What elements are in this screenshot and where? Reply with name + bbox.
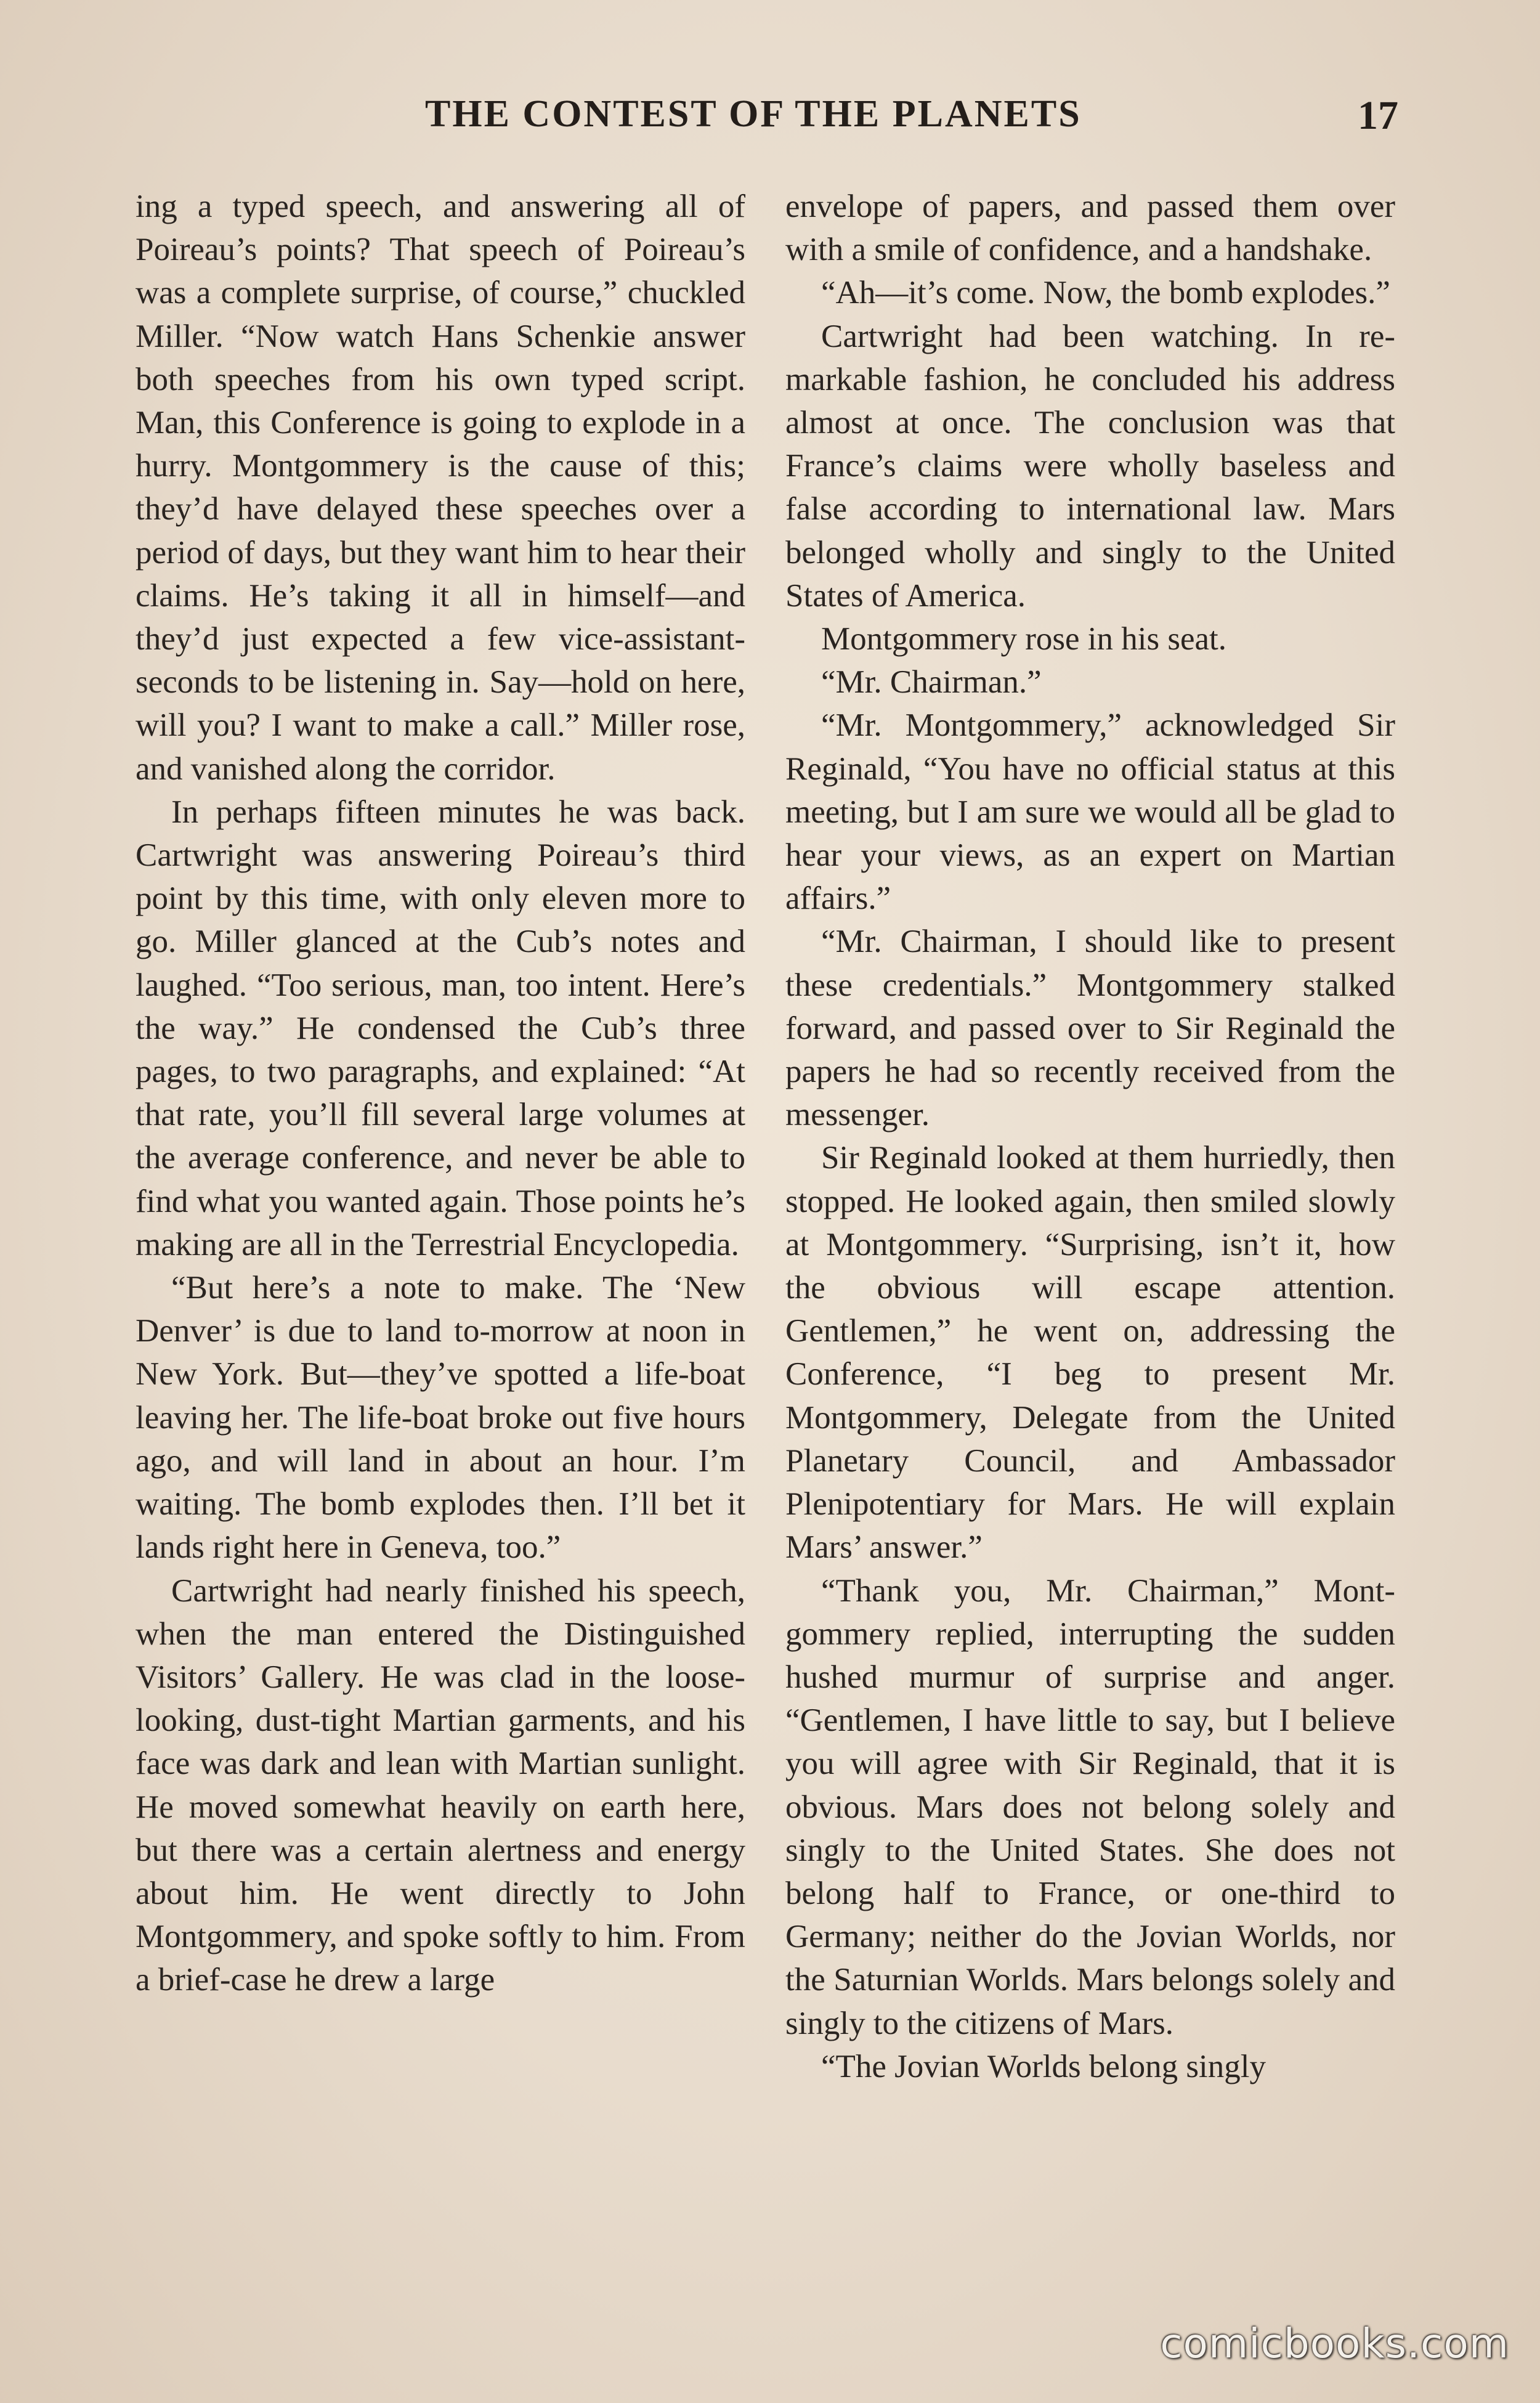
paragraph: “The Jovian Worlds belong singly — [821, 2048, 1266, 2084]
right-text-column — [785, 185, 1395, 2088]
paragraph: “Mr. Chairman, I should like to present these credentials.” Montgommery stalked forward, and passed over to Sir Reginald the papers he had so recently received from the messenger. — [785, 924, 1395, 1133]
paragraph: ing a typed speech, and answering all of Poireau’s points? That speech of Poireau’s was a complete surprise, of course,” chuckled Miller. “Now watch Hans Schenkie answer both speeches from his own typed script. Man, this Conference is going to explode in a hurry. Montgommery is the cause of this; they’d have delayed these speeches over a period of days, but they want him to hear their claims. He’s taking it all in himself—and they’d just expected a few vice-assistant-seconds to be listening in. Say—hold on here, will you? I want to make a call.” Miller rose, and vanished along the corridor. — [136, 189, 745, 787]
paragraph: “Thank you, Mr. Chairman,” Montgommery replied, interrupting the sudden hushed murmur of surprise and anger. “Gentlemen, I have little to say, but I believe you will agree with Sir Reginald, that it is obvious. Mars does not belong solely and singly to the United States. She does not belong half to France, or one-third to Germany; neither do the Jovian Worlds, nor the Saturnian Worlds. Mars belongs solely and singly to the citizens of Mars. — [785, 1572, 1395, 2041]
paragraph: “Ah—it’s come. Now, the bomb explodes.” — [821, 275, 1390, 311]
paragraph: “But here’s a note to make. The ‘New Denver’ is due to land to-morrow at noon in New York. But—they’ve spotted a life-boat leaving her. The life-boat broke out five hours ago, and will land in about an hour. I’m waiting. The bomb explodes then. I’ll bet it lands right here in Geneva, too.” — [136, 1270, 745, 1566]
running-title: THE CONTEST OF THE PLANETS — [425, 93, 1082, 135]
paragraph: Cartwright had been watching. In remarkable fashion, he concluded his address almost at once. The conclusion was that France’s claims were wholly baseless and false according to international law. Mars belonged wholly and singly to the United States of America. — [785, 318, 1395, 614]
watermark: comicbooks.com — [1160, 2320, 1509, 2367]
left-text-column — [136, 185, 745, 2002]
paragraph: In perhaps fifteen minutes he was back. Cartwright was answering Poireau’s third point by this time, with only eleven more to go. Miller glanced at the Cub’s notes and laughed. “Too serious, man, too intent. Here’s the way.” He condensed the Cub’s three pages, to two paragraphs, and explained: “At that rate, you’ll fill several large volumes at the average conference, and never be able to find what you wanted again. Those points he’s making are all in the Terrestrial Encyclopedia. — [136, 794, 745, 1262]
paragraph: “Mr. Montgommery,” acknowledged Sir Reginald, “You have no official status at this meeting, but I am sure we would all be glad to hear your views, as an expert on Martian affairs.” — [785, 707, 1395, 917]
paragraph: Sir Reginald looked at them hurriedly, then stopped. He looked again, then smiled slowly at Montgommery. “Surprising, isn’t it, how the obvious will escape attention. Gentlemen,” he went on, addressing the Conference, “I beg to present Mr. Montgommery, Delegate from the United Planetary Council, and Ambassador Plenipotentiary for Mars. He will explain Mars’ answer.” — [785, 1140, 1395, 1566]
page-number: 17 — [1358, 93, 1398, 138]
paragraph: envelope of papers, and passed them over with a smile of confidence, and a handshake. — [785, 189, 1395, 268]
paragraph: “Mr. Chairman.” — [821, 664, 1042, 701]
paragraph: Montgommery rose in his seat. — [821, 621, 1226, 657]
page-header — [400, 92, 1417, 154]
paragraph: Cartwright had nearly finished his speech, when the man entered the Distinguished Visitors’ Gallery. He was clad in the loose-looking, dust-tight Martian garments, and his face was dark and lean with Martian sunlight. He moved somewhat heavily on earth here, but there was a certain alertness and energy about him. He went directly to John Montgommery, and spoke softly to him. From a brief-case he drew a large — [136, 1572, 745, 1998]
